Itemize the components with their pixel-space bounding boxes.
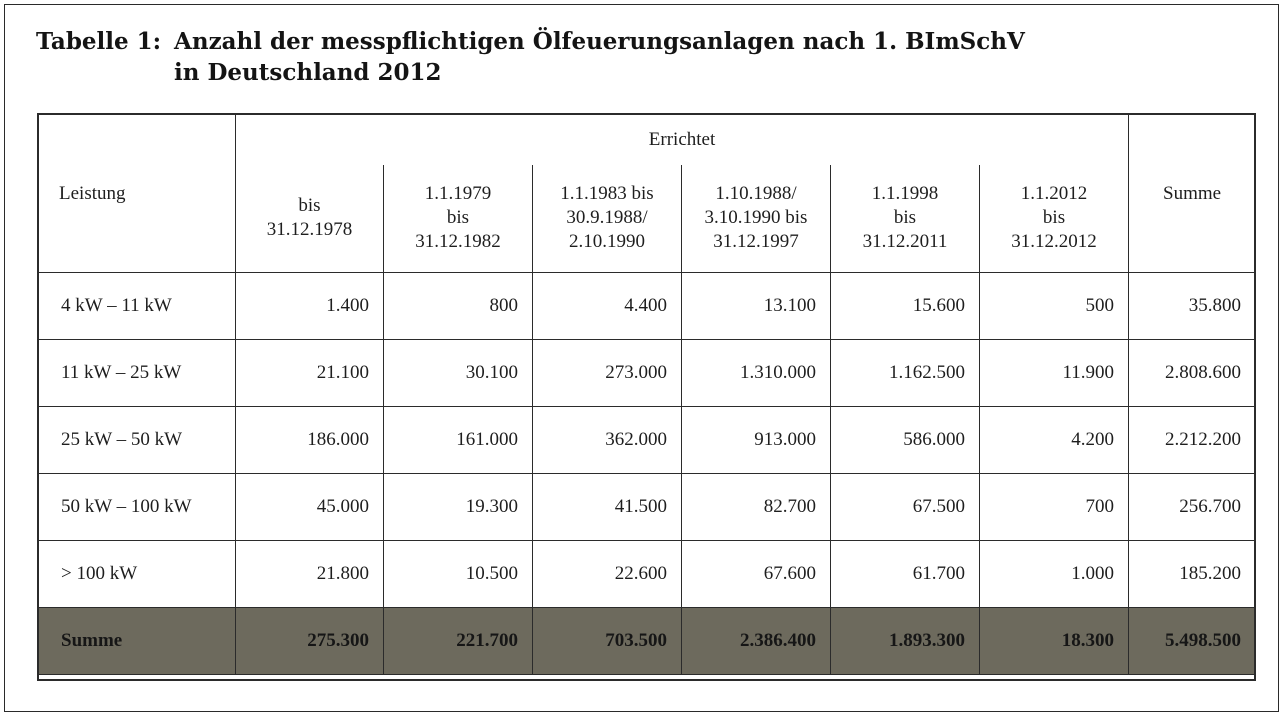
oil-heating-table bbox=[38, 114, 1256, 675]
header-period: 1.1.2012 bis 31.12.2012 bbox=[980, 165, 1129, 273]
table-cell: 45.000 bbox=[236, 474, 384, 541]
sum-cell: 703.500 bbox=[533, 608, 682, 675]
table-cell: 273.000 bbox=[533, 340, 682, 407]
table-cell: 15.600 bbox=[831, 273, 980, 340]
row-label: 25 kW – 50 kW bbox=[39, 407, 236, 474]
sum-cell: 275.300 bbox=[236, 608, 384, 675]
header-errichtet: Errichtet bbox=[236, 115, 1129, 165]
table-cell: 586.000 bbox=[831, 407, 980, 474]
table-cell: 22.600 bbox=[533, 541, 682, 608]
table-cell: 30.100 bbox=[384, 340, 533, 407]
grand-total-cell: 5.498.500 bbox=[1129, 608, 1256, 675]
table-row bbox=[39, 273, 1256, 340]
table-cell: 21.100 bbox=[236, 340, 384, 407]
row-label: 4 kW – 11 kW bbox=[39, 273, 236, 340]
table-cell: 800 bbox=[384, 273, 533, 340]
table-cell: 19.300 bbox=[384, 474, 533, 541]
table-cell: 67.500 bbox=[831, 474, 980, 541]
header-period: bis 31.12.1978 bbox=[236, 165, 384, 273]
row-sum-cell: 2.212.200 bbox=[1129, 407, 1256, 474]
table-cell: 1.400 bbox=[236, 273, 384, 340]
table-cell: 82.700 bbox=[682, 474, 831, 541]
table-row bbox=[39, 474, 1256, 541]
table-cell: 61.700 bbox=[831, 541, 980, 608]
header-row-top bbox=[39, 115, 1256, 165]
sum-cell: 1.893.300 bbox=[831, 608, 980, 675]
header-period: 1.10.1988/ 3.10.1990 bis 31.12.1997 bbox=[682, 165, 831, 273]
header-period: 1.1.1998 bis 31.12.2011 bbox=[831, 165, 980, 273]
row-label: 50 kW – 100 kW bbox=[39, 474, 236, 541]
table-cell: 1.310.000 bbox=[682, 340, 831, 407]
sum-cell: 2.386.400 bbox=[682, 608, 831, 675]
row-sum-cell: 256.700 bbox=[1129, 474, 1256, 541]
table-cell: 500 bbox=[980, 273, 1129, 340]
table-cell: 4.400 bbox=[533, 273, 682, 340]
table-cell: 41.500 bbox=[533, 474, 682, 541]
table-cell: 67.600 bbox=[682, 541, 831, 608]
row-label: > 100 kW bbox=[39, 541, 236, 608]
table-cell: 161.000 bbox=[384, 407, 533, 474]
caption-label: Tabelle 1: bbox=[36, 28, 162, 55]
table-cell: 1.000 bbox=[980, 541, 1129, 608]
caption-title: Anzahl der messpflichtigen Ölfeuerungsanlagen nach 1. BImSchV bbox=[174, 28, 1025, 55]
table-row bbox=[39, 541, 1256, 608]
sum-row bbox=[39, 608, 1256, 675]
table-cell: 21.800 bbox=[236, 541, 384, 608]
header-leistung: Leistung bbox=[39, 115, 236, 273]
table-cell: 4.200 bbox=[980, 407, 1129, 474]
table-cell: 186.000 bbox=[236, 407, 384, 474]
sum-row-label: Summe bbox=[39, 608, 236, 675]
table-cell: 700 bbox=[980, 474, 1129, 541]
table-cell: 1.162.500 bbox=[831, 340, 980, 407]
caption-line-1 bbox=[36, 26, 1025, 57]
header-period: 1.1.1979 bis 31.12.1982 bbox=[384, 165, 533, 273]
row-label: 11 kW – 25 kW bbox=[39, 340, 236, 407]
sum-cell: 221.700 bbox=[384, 608, 533, 675]
table-row bbox=[39, 340, 1256, 407]
sum-cell: 18.300 bbox=[980, 608, 1129, 675]
header-period: 1.1.1983 bis 30.9.1988/ 2.10.1990 bbox=[533, 165, 682, 273]
caption-line-2: in Deutschland 2012 bbox=[174, 59, 442, 86]
row-sum-cell: 185.200 bbox=[1129, 541, 1256, 608]
table-row bbox=[39, 407, 1256, 474]
header-summe: Summe bbox=[1129, 115, 1256, 273]
table-caption bbox=[36, 26, 1025, 88]
table-cell: 913.000 bbox=[682, 407, 831, 474]
table-cell: 13.100 bbox=[682, 273, 831, 340]
row-sum-cell: 2.808.600 bbox=[1129, 340, 1256, 407]
table-cell: 10.500 bbox=[384, 541, 533, 608]
table-cell: 362.000 bbox=[533, 407, 682, 474]
table-cell: 11.900 bbox=[980, 340, 1129, 407]
row-sum-cell: 35.800 bbox=[1129, 273, 1256, 340]
